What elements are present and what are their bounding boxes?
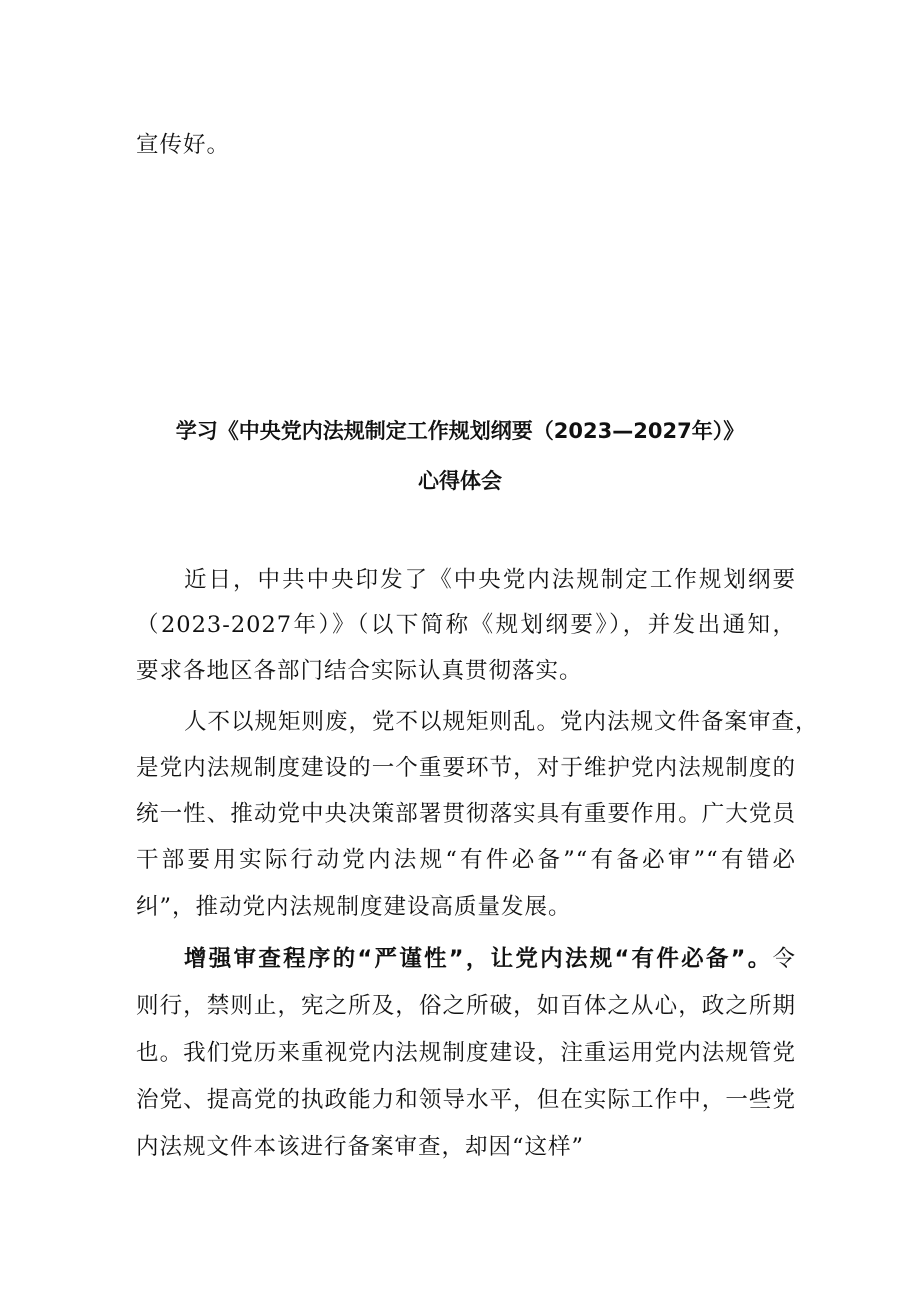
paragraph-1-line-2: （2023-2027年）》（以下简称《规划纲要》），并发出通知， <box>136 612 796 638</box>
paragraph-3-line-4: 治党、提高党的执政能力和领导水平，但在实际工作中，一些党 <box>136 1087 796 1113</box>
paragraph-3-lead-rest: 令 <box>772 946 796 972</box>
paragraph-3-heading: 增强审查程序的“严谨性”，让党内法规“有件必备”。 <box>184 946 773 972</box>
paragraph-2-line-1: 人不以规矩则废，党不以规矩则乱。党内法规文件备案审查， <box>184 709 819 735</box>
paragraph-1-line-1: 近日，中共中央印发了《中央党内法规制定工作规划纲要 <box>184 567 796 593</box>
document-title: 学习《中央党内法规制定工作规划纲要（2023—2027年）》 <box>175 419 745 443</box>
fragment-top-text: 宣传好。 <box>136 132 231 158</box>
paragraph-3-line-5: 内法规文件本该进行备案审查，却因“这样” <box>136 1134 585 1160</box>
paragraph-3-line-2: 则行，禁则止，宪之所及，俗之所破，如百体之从心，政之所期 <box>136 993 796 1019</box>
paragraph-3-line-1 <box>136 944 796 974</box>
paragraph-2-line-3: 统一性、推动党中央决策部署贯彻落实具有重要作用。广大党员 <box>136 801 796 827</box>
document-subtitle: 心得体会 <box>418 469 502 493</box>
paragraph-1-line-3: 要求各地区各部门结合实际认真贯彻落实。 <box>136 658 583 684</box>
paragraph-3-line-3: 也。我们党历来重视党内法规制度建设，注重运用党内法规管党 <box>136 1040 796 1066</box>
paragraph-2-line-5: 纠”，推动党内法规制度建设高质量发展。 <box>136 894 572 920</box>
paragraph-2-line-2: 是党内法规制度建设的一个重要环节，对于维护党内法规制度的 <box>136 755 796 781</box>
paragraph-2-line-4: 干部要用实际行动党内法规“有件必备”“有备必审”“有错必 <box>136 847 796 873</box>
